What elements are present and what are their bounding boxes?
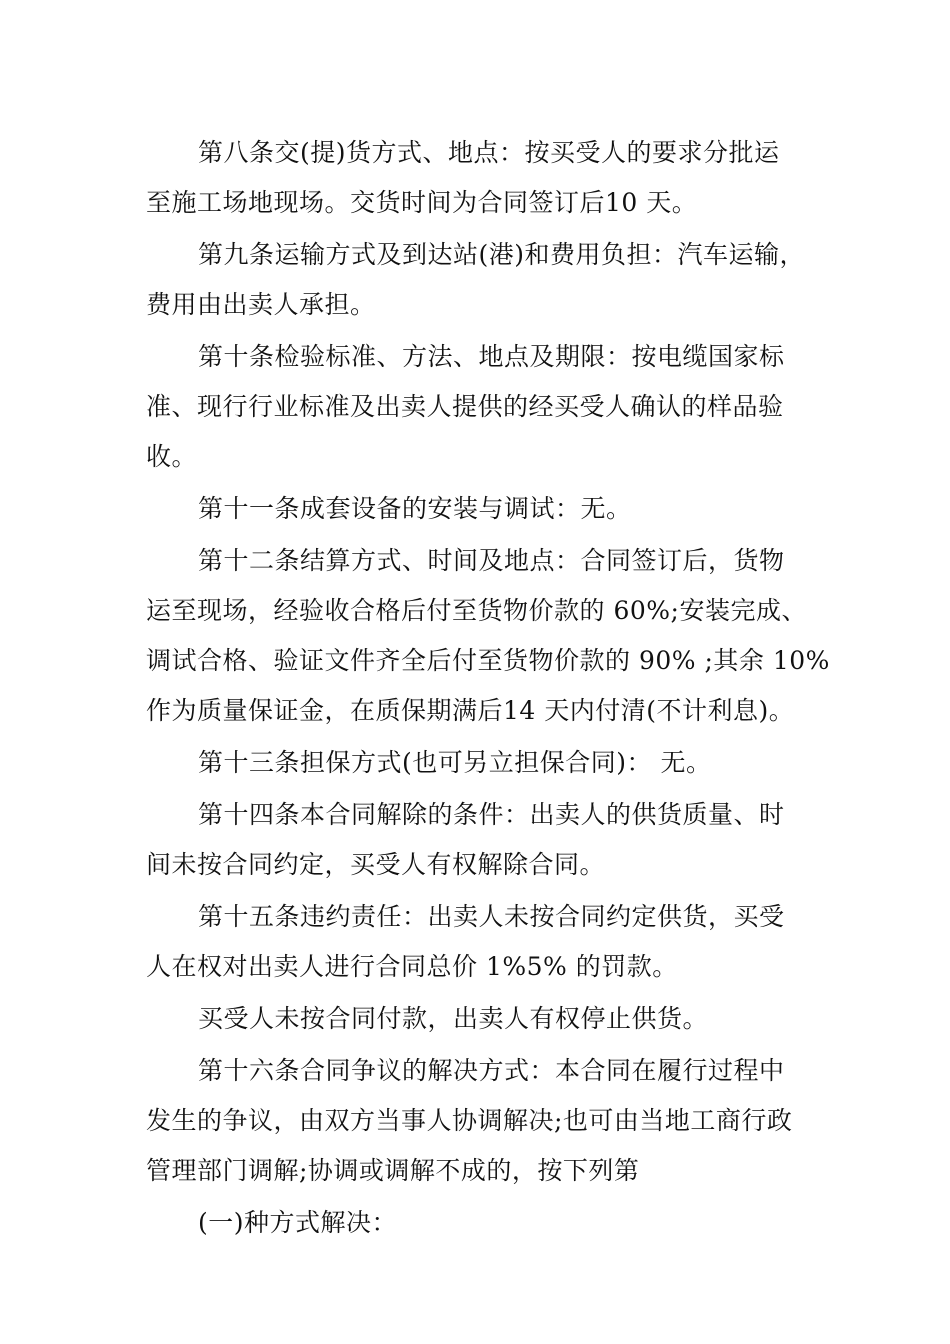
text-line: 第十三条担保方式(也可另立担保合同)： 无。 [198, 748, 712, 777]
text-line: 收。 [146, 442, 198, 471]
clause-9-paragraph [146, 230, 816, 330]
text-line: 第十四条本合同解除的条件：出卖人的供货质量、时 [198, 800, 785, 829]
clause-11-paragraph [146, 484, 816, 534]
clause-12-paragraph [146, 536, 830, 736]
text-line: (一)种方式解决： [198, 1208, 398, 1237]
text-line: 管理部门调解;协调或调解不成的，按下列第 [146, 1156, 640, 1185]
text-line: 运至现场，经验收合格后付至货物价款的 60%;安装完成、 [146, 596, 807, 625]
text-line: 费用由出卖人承担。 [146, 290, 376, 319]
resolution-option-paragraph [146, 1198, 816, 1248]
clause-14-paragraph [146, 790, 816, 890]
text-line: 调试合格、验证文件齐全后付至货物价款的 90% ;其余 10% [146, 646, 830, 675]
text-line: 第十条检验标准、方法、地点及期限：按电缆国家标 [198, 342, 785, 371]
text-line: 人在权对出卖人进行合同总价 1%5% 的罚款。 [146, 952, 678, 981]
document-body [146, 128, 830, 1250]
text-line: 第十一条成套设备的安装与调试：无。 [198, 494, 632, 523]
text-line: 至施工场地现场。交货时间为合同签订后10 天。 [146, 188, 698, 217]
text-line: 买受人未按合同付款，出卖人有权停止供货。 [198, 1004, 709, 1033]
text-line: 第十五条违约责任：出卖人未按合同约定供货，买受 [198, 902, 785, 931]
text-line: 发生的争议，由双方当事人协调解决;也可由当地工商行政 [146, 1106, 793, 1135]
clause-8-paragraph [146, 128, 816, 228]
clause-15-paragraph [146, 892, 816, 992]
text-line: 准、现行行业标准及出卖人提供的经买受人确认的样品验 [146, 392, 784, 421]
buyer-payment-paragraph [146, 994, 816, 1044]
text-line: 第十二条结算方式、时间及地点：合同签订后，货物 [198, 546, 785, 575]
text-line: 间未按合同约定，买受人有权解除合同。 [146, 850, 606, 879]
text-line: 第九条运输方式及到达站(港)和费用负担：汽车运输， [198, 240, 806, 269]
clause-10-paragraph [146, 332, 816, 482]
text-line: 第八条交(提)货方式、地点：按买受人的要求分批运 [198, 138, 780, 167]
text-line: 第十六条合同争议的解决方式：本合同在履行过程中 [198, 1056, 785, 1085]
clause-13-paragraph [146, 738, 816, 788]
text-line: 作为质量保证金，在质保期满后14 天内付清(不计利息)。 [146, 696, 795, 725]
clause-16-paragraph [146, 1046, 816, 1196]
